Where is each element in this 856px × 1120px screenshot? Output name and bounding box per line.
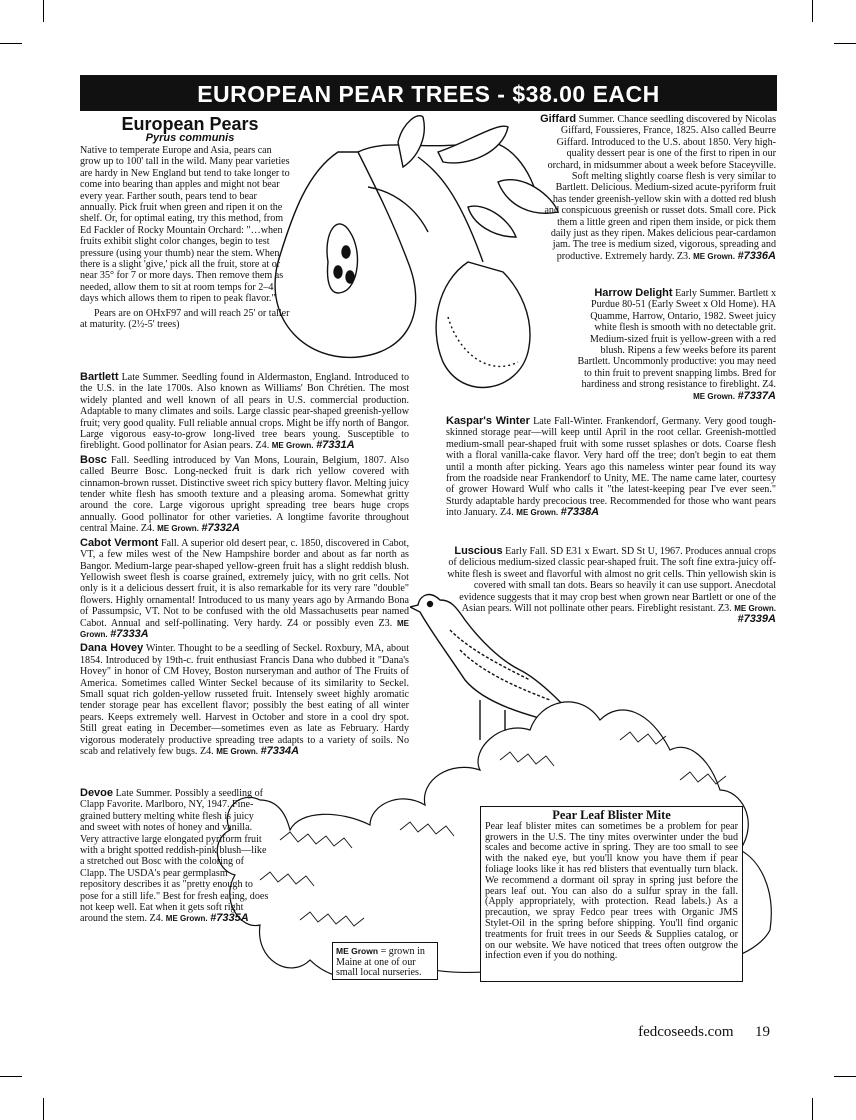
crop-mark: [812, 1098, 813, 1120]
giffard-entry: [540, 114, 776, 265]
variety-name: Bartlett: [80, 371, 119, 383]
intro-text: [80, 145, 292, 334]
crop-mark: [0, 43, 22, 44]
variety-entry: [540, 114, 776, 262]
intro-paragraph: Pears are on OHxF97 and will reach 25' or taller at maturity. (2½-5' trees): [80, 307, 290, 331]
mite-box-title: Pear Leaf Blister Mite: [552, 808, 671, 822]
me-grown-tag: ME Grown.: [271, 441, 314, 451]
intro-paragraph: Native to temperate Europe and Asia, pears can grow up to 100' tall in the wild. Many pear varieties are hardy in New England but tend to take longer to come into bearing than apples and might not bear every year. Farther south, pears tend to bear annually. Pick fruit when green and ripen it on the shelf. Or, for optimal eating, try this method, from Ed Fackler of Rocky Mountain Orchard: "…when fruits exhibit slight color changes, begin to test pressure (using your thumb) near the stem. When there is a slight 'give,' pick all the fruit, store at or near 35° for 7 or more days. Then remove them as needed, allow them to sit at room temps for 2–4 days which allows them to ripen to peak flavor.": [80, 145, 290, 305]
variety-description: Fall. Seedling introduced by Van Mons, Lourain, Belgium, 1807. Also called Beurre Bosc. Long-necked fruit is dark rich yellow covered with cinnamon-brown russet. Distinctive sweet rich spicy buttery flavor. Melting juicy tender white flesh has smooth texture and a pleasing aroma. Somewhat gritty around the core. Large vigorous upright spreading tree bears huge crops annually. Good pollinator for other varieties. A longtime favorite throughout central Maine. Z4.: [80, 454, 409, 535]
me-grown-tag: ME Grown.: [216, 747, 259, 756]
variety-description: Late Summer. Seedling found in Aldermaston, England. Introduced to the U.S. in the late 1700s. Also known as Williams' Bon Chrétien. The most widely planted and well known of all pears in U.S. commercial production. Adaptable to many climates and soils. Large classic pear-shaped greenish-yellow fruit; very good quality. Full reliable annual crops. Might be iffy north of Bangor. Large vigorous easy-to-grow long-lived tree bears young. Susceptible to fireblight. Good pollinator for Asian pears. Z4.: [80, 372, 409, 452]
variety-name: Giffard: [540, 113, 577, 125]
section-subtitle: Pyrus communis: [145, 132, 235, 144]
variety-entry: [80, 372, 409, 452]
variety-name: Harrow Delight: [594, 287, 673, 299]
me-grown-tag: ME Grown.: [516, 508, 559, 518]
me-grown-tag: ME Grown.: [165, 914, 208, 924]
variety-entry: [80, 455, 409, 535]
variety-description: Early Fall. SD E31 x Ewart. SD St U, 1967. Produces annual crops of delicious medium-sized classic pear-shaped fruit. The soft fine extra-juicy off-white flesh is sweet and flavorful with almost no grit cells. Thin yellowish skin is covered with small tan dots. Bears so heavily it can use support. Anecdotal evidence suggests that it may crop best when grown near Bartlett or one of the Asian pears. Will not pollinate other pears. Fireblight resistant. Z3.: [447, 546, 776, 615]
variety-name: Luscious: [454, 545, 503, 557]
luscious-entry: [446, 546, 776, 629]
item-code: #7332A: [201, 522, 240, 535]
crop-mark: [0, 1076, 22, 1077]
section-title: European Pears: [121, 114, 259, 134]
variety-description: Fall. A superior old desert pear, c. 1850, discovered in Cabot, VT, a few miles west of the New Hampshire border and about as far north as Bangor. Medium-large pear-shaped yellow-green fruit has a slight reddish blush. Yellowish sweet flesh is coarse grained, extremely juicy, with no grit cells. Not only is it a delicious dessert fruit, it is also remarkable for its very rare "double" flowers. Highly ornamental! Introduced to us many years ago by Armando Bona of Passumpsic, VT. Not to be confused with the old Massachusetts pear named Cabot. Annual and self-pollinating. Very hardy. Z4 or possibly even Z3.: [80, 537, 409, 629]
variety-name: Bosc: [80, 453, 107, 466]
website-link[interactable]: fedcoseeds.com: [638, 1024, 734, 1040]
kaspar-entry: [446, 416, 776, 522]
crop-mark: [834, 1076, 856, 1077]
variety-description: Late Summer. Possibly a seedling of Clapp Favorite. Marlboro, NY, 1947. Fine-grained buttery melting white flesh is juicy and sweet with notes of honey and vanilla. Very attractive large elongated pyriform fruit with a bright spotted reddish-pink blush—like a stretched out Bosc with the coloring of Clapp. The USDA's pear germplasm repository describes it as "pretty enough to pose for a still life." Best for fresh eating, does not keep well. Eat when it gets soft right around the stem. Z4.: [80, 788, 269, 925]
page-footer: [638, 1024, 770, 1041]
variety-entry: [568, 288, 776, 402]
item-code: #7338A: [560, 506, 600, 519]
crop-mark: [43, 0, 44, 22]
me-grown-tag: ME Grown.: [734, 604, 776, 614]
variety-description: Winter. Thought to be a seedling of Seckel. Roxbury, MA, about 1854. Introduced by 19th-c. fruit enthusiast Francis Dana who dubbed it "Dana's Hovey" in honor of CM Hovey, Boston nurseryman and author of The Fruits of America. Sometimes called Winter Seckel because of its similarity to Seckel. Small squat rich golden-yellow russeted fruit. Intensely sweet highly aromatic tender storage pear has excellent flavor; possibly the best eating of all winter pears. Keeps extremely well. Harvest in October and store in a cool dry spot. Still great eating in December—sometimes even as late as February. Hardy vigorous moderately productive spreading tree adapts to a variety of soils. No scab and relatively few bugs. Z4.: [80, 643, 409, 757]
me-grown-note: [332, 942, 438, 980]
me-grown-tag: ME Grown.: [693, 251, 735, 261]
variety-entry: [446, 416, 776, 519]
item-code: #7335A: [210, 912, 249, 925]
item-code: #7336A: [737, 249, 776, 262]
left-column: [80, 372, 409, 760]
page-number: 19: [755, 1024, 770, 1040]
crop-mark: [812, 0, 813, 22]
variety-name: Devoe: [80, 787, 114, 799]
item-code: #7339A: [737, 613, 776, 626]
variety-name: Dana Hovey: [80, 642, 144, 655]
variety-entry: [80, 643, 409, 757]
me-grown-note-text: = grown in Maine at one of our small local nurseries.: [336, 946, 425, 978]
crop-mark: [43, 1098, 44, 1120]
crop-mark: [834, 43, 856, 44]
variety-entry: [80, 788, 270, 925]
item-code: #7331A: [316, 439, 355, 452]
devoe-entry: [80, 788, 270, 928]
page-banner: EUROPEAN PEAR TREES - $38.00 EACH: [80, 75, 777, 111]
me-grown-note-label: ME Grown: [336, 946, 379, 956]
variety-entry: [446, 546, 776, 626]
variety-name: Cabot Vermont: [80, 536, 159, 549]
item-code: #7333A: [110, 627, 149, 640]
variety-name: Kaspar's Winter: [446, 415, 530, 427]
variety-description: Early Summer. Bartlett x Purdue 80-51 (Early Sweet x Old Home). HA Quamme, Harrow, Ontario, 1982. Sweet juicy white flesh is smooth with no detectable grit. Medium-sized fruit is yellow-green with a red blush. Ripens a few weeks before its parent Bartlett. Uncommonly productive: you may need to thin fruit to prevent snapping limbs. Bred for hardiness and strong resistance to fireblight. Z4.: [577, 288, 776, 391]
item-code: #7334A: [260, 745, 300, 757]
me-grown-tag: ME Grown.: [693, 391, 735, 401]
item-code: #7337A: [737, 389, 776, 402]
me-grown-tag: ME Grown.: [157, 524, 199, 534]
me-grown-tag: ME Grown.: [80, 618, 409, 639]
harrow-entry: [568, 288, 776, 405]
variety-description: Late Fall-Winter. Frankendorf, Germany. Very good tough-skinned storage pear—will keep until April in the root cellar. Greenish-mottled medium-small pear-shaped fruit with some russet splashes or dots. Coarse flesh with a floral vanilla-cake flavor. Very hard off the tree; don't begin to eat them until a month after picking. Years ago this nameless winter pear found its way from the roadside near Frankendorf to Unity, ME. The name came later, courtesy of grower Howard Wulf who calls it "the latest-keeping pear I've ever seen." Sturdy adaptable hardy precocious tree. Recommended for those who want pears into January. Z4.: [446, 416, 776, 519]
variety-description: Summer. Chance seedling discovered by Nicolas Giffard, Foussieres, France, 1825. Also called Beurre Giffard. Introduced to the U.S. about 1850. Very high-quality dessert pear is one of the first to ripen in our orchard, in midsummer about a week before Staceyville. Soft melting slightly coarse flesh is very similar to Bartlett. Delicious. Medium-sized acute-pyriform fruit has tender greenish-yellow skin with a dotted red blush and conspicuous greenish or russet dots. Small core. Pick them a little green and ripen them inside, or pick them daily just as they ripen. Makes delicious pear-cardamon jam. The tree is medium sized, vigorous, spreading and productive. Extremely hardy. Z3.: [544, 114, 776, 262]
mite-box-text: Pear leaf blister mites can sometimes be a problem for pear growers in the U.S. The tiny mites overwinter under the bud scales and become active in spring. They are too small to see with the naked eye, but you'll know you have them if pear foliage looks like it has red blisters that eventually turn black. We recommend a dormant oil spray in spring just before the pears leaf out. You can also do a sulfur spray in the fall. (Apply appropriately, with protection. Read labels.) As a precaution, we spray Fedco pear trees with Organic JMS Stylet-Oil in the spring before shipping. You'll find organic treatments for fruit trees in our Seeds & Supplies catalog, or on our website. We have noticed that trees often outgrow the infection even if you do nothing.: [485, 820, 738, 962]
variety-entry: [80, 538, 409, 641]
pear-leaf-blister-mite-box: [480, 806, 743, 982]
